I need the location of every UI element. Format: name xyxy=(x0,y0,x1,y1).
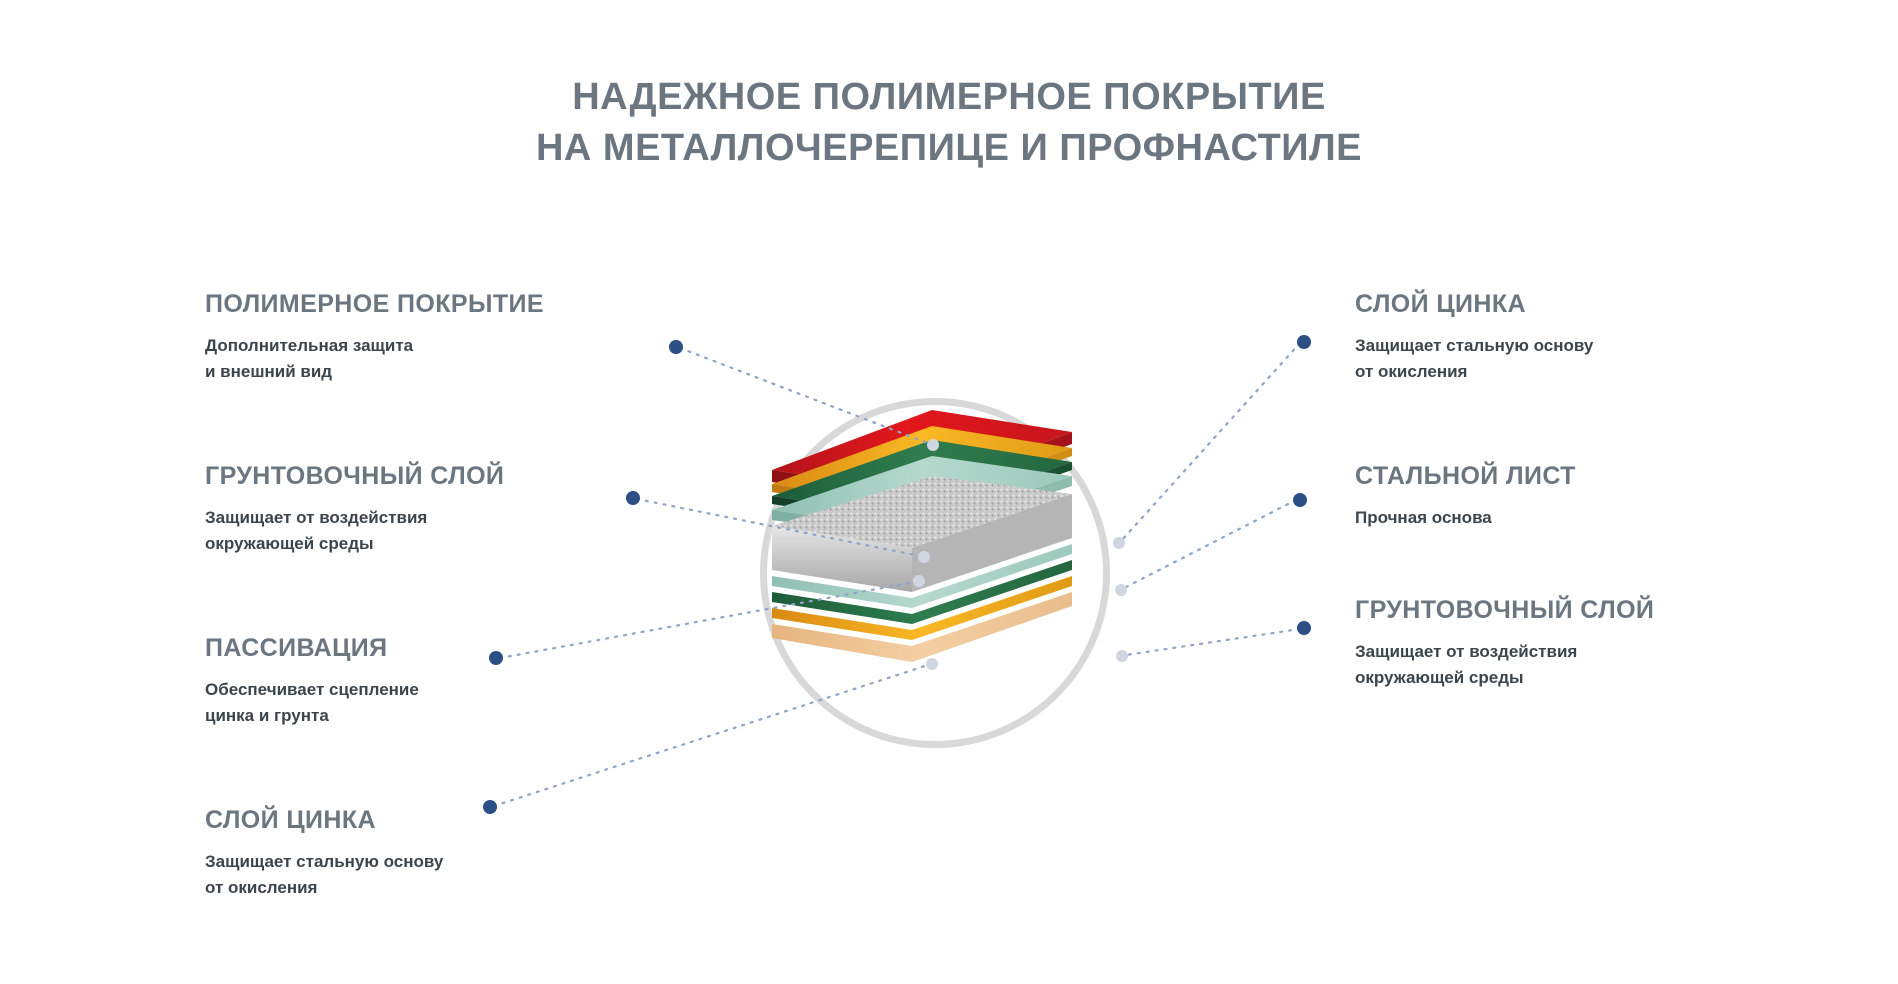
roofing-layer-stack-graphic xyxy=(742,380,1162,800)
callout-description xyxy=(205,333,535,386)
callout-description-line-1: Защищает от воздействия xyxy=(1355,642,1578,661)
callout-description-line-1: Обеспечивает сцепление xyxy=(205,680,419,699)
callout-description-line-1: Прочная основа xyxy=(1355,508,1492,527)
callout-left-passivation xyxy=(205,634,535,730)
page-title-line-2: НА МЕТАЛЛОЧЕРЕПИЦЕ И ПРОФНАСТИЛЕ xyxy=(535,127,1363,170)
callout-heading: СЛОЙ ЦИНКА xyxy=(1355,290,1526,318)
callout-heading: ГРУНТОВОЧНЫЙ СЛОЙ xyxy=(205,462,505,490)
callout-heading: СЛОЙ ЦИНКА xyxy=(205,806,376,834)
layered-stack-illustration xyxy=(742,380,1162,800)
callout-left-polymer-coating xyxy=(205,290,544,386)
callout-description xyxy=(1355,505,1685,531)
callout-description-line-2: от окисления xyxy=(1355,362,1468,382)
callout-heading: ПОЛИМЕРНОЕ ПОКРЫТИЕ xyxy=(205,290,544,318)
callout-right-zinc-layer xyxy=(1355,290,1685,386)
callout-description xyxy=(1355,333,1685,386)
callout-description-line-2: и внешний вид xyxy=(205,362,333,382)
callout-right-primer-layer xyxy=(1355,596,1685,692)
page-title-line-1: НАДЕЖНОЕ ПОЛИМЕРНОЕ ПОКРЫТИЕ xyxy=(572,76,1326,118)
callout-description-line-2: окружающей среды xyxy=(1355,668,1524,688)
callout-description-line-2: цинка и грунта xyxy=(205,706,329,726)
callout-heading: ПАССИВАЦИЯ xyxy=(205,634,388,662)
callout-description xyxy=(205,505,535,558)
callout-description xyxy=(1355,639,1685,692)
page-title xyxy=(0,72,1898,175)
callout-description xyxy=(205,849,535,902)
callout-left-primer-layer xyxy=(205,462,535,558)
callout-description-line-1: Защищает стальную основу xyxy=(205,852,444,871)
callout-description-line-2: от окисления xyxy=(205,878,318,898)
callout-description-line-1: Дополнительная защита xyxy=(205,336,414,355)
callout-heading: СТАЛЬНОЙ ЛИСТ xyxy=(1355,462,1576,490)
callout-description-line-2: окружающей среды xyxy=(205,534,374,554)
callout-right-steel-sheet xyxy=(1355,462,1685,531)
callout-heading: ГРУНТОВОЧНЫЙ СЛОЙ xyxy=(1355,596,1655,624)
callout-description-line-1: Защищает стальную основу xyxy=(1355,336,1594,355)
callout-description xyxy=(205,677,535,730)
callout-left-zinc-layer xyxy=(205,806,535,902)
callout-description-line-1: Защищает от воздействия xyxy=(205,508,428,527)
